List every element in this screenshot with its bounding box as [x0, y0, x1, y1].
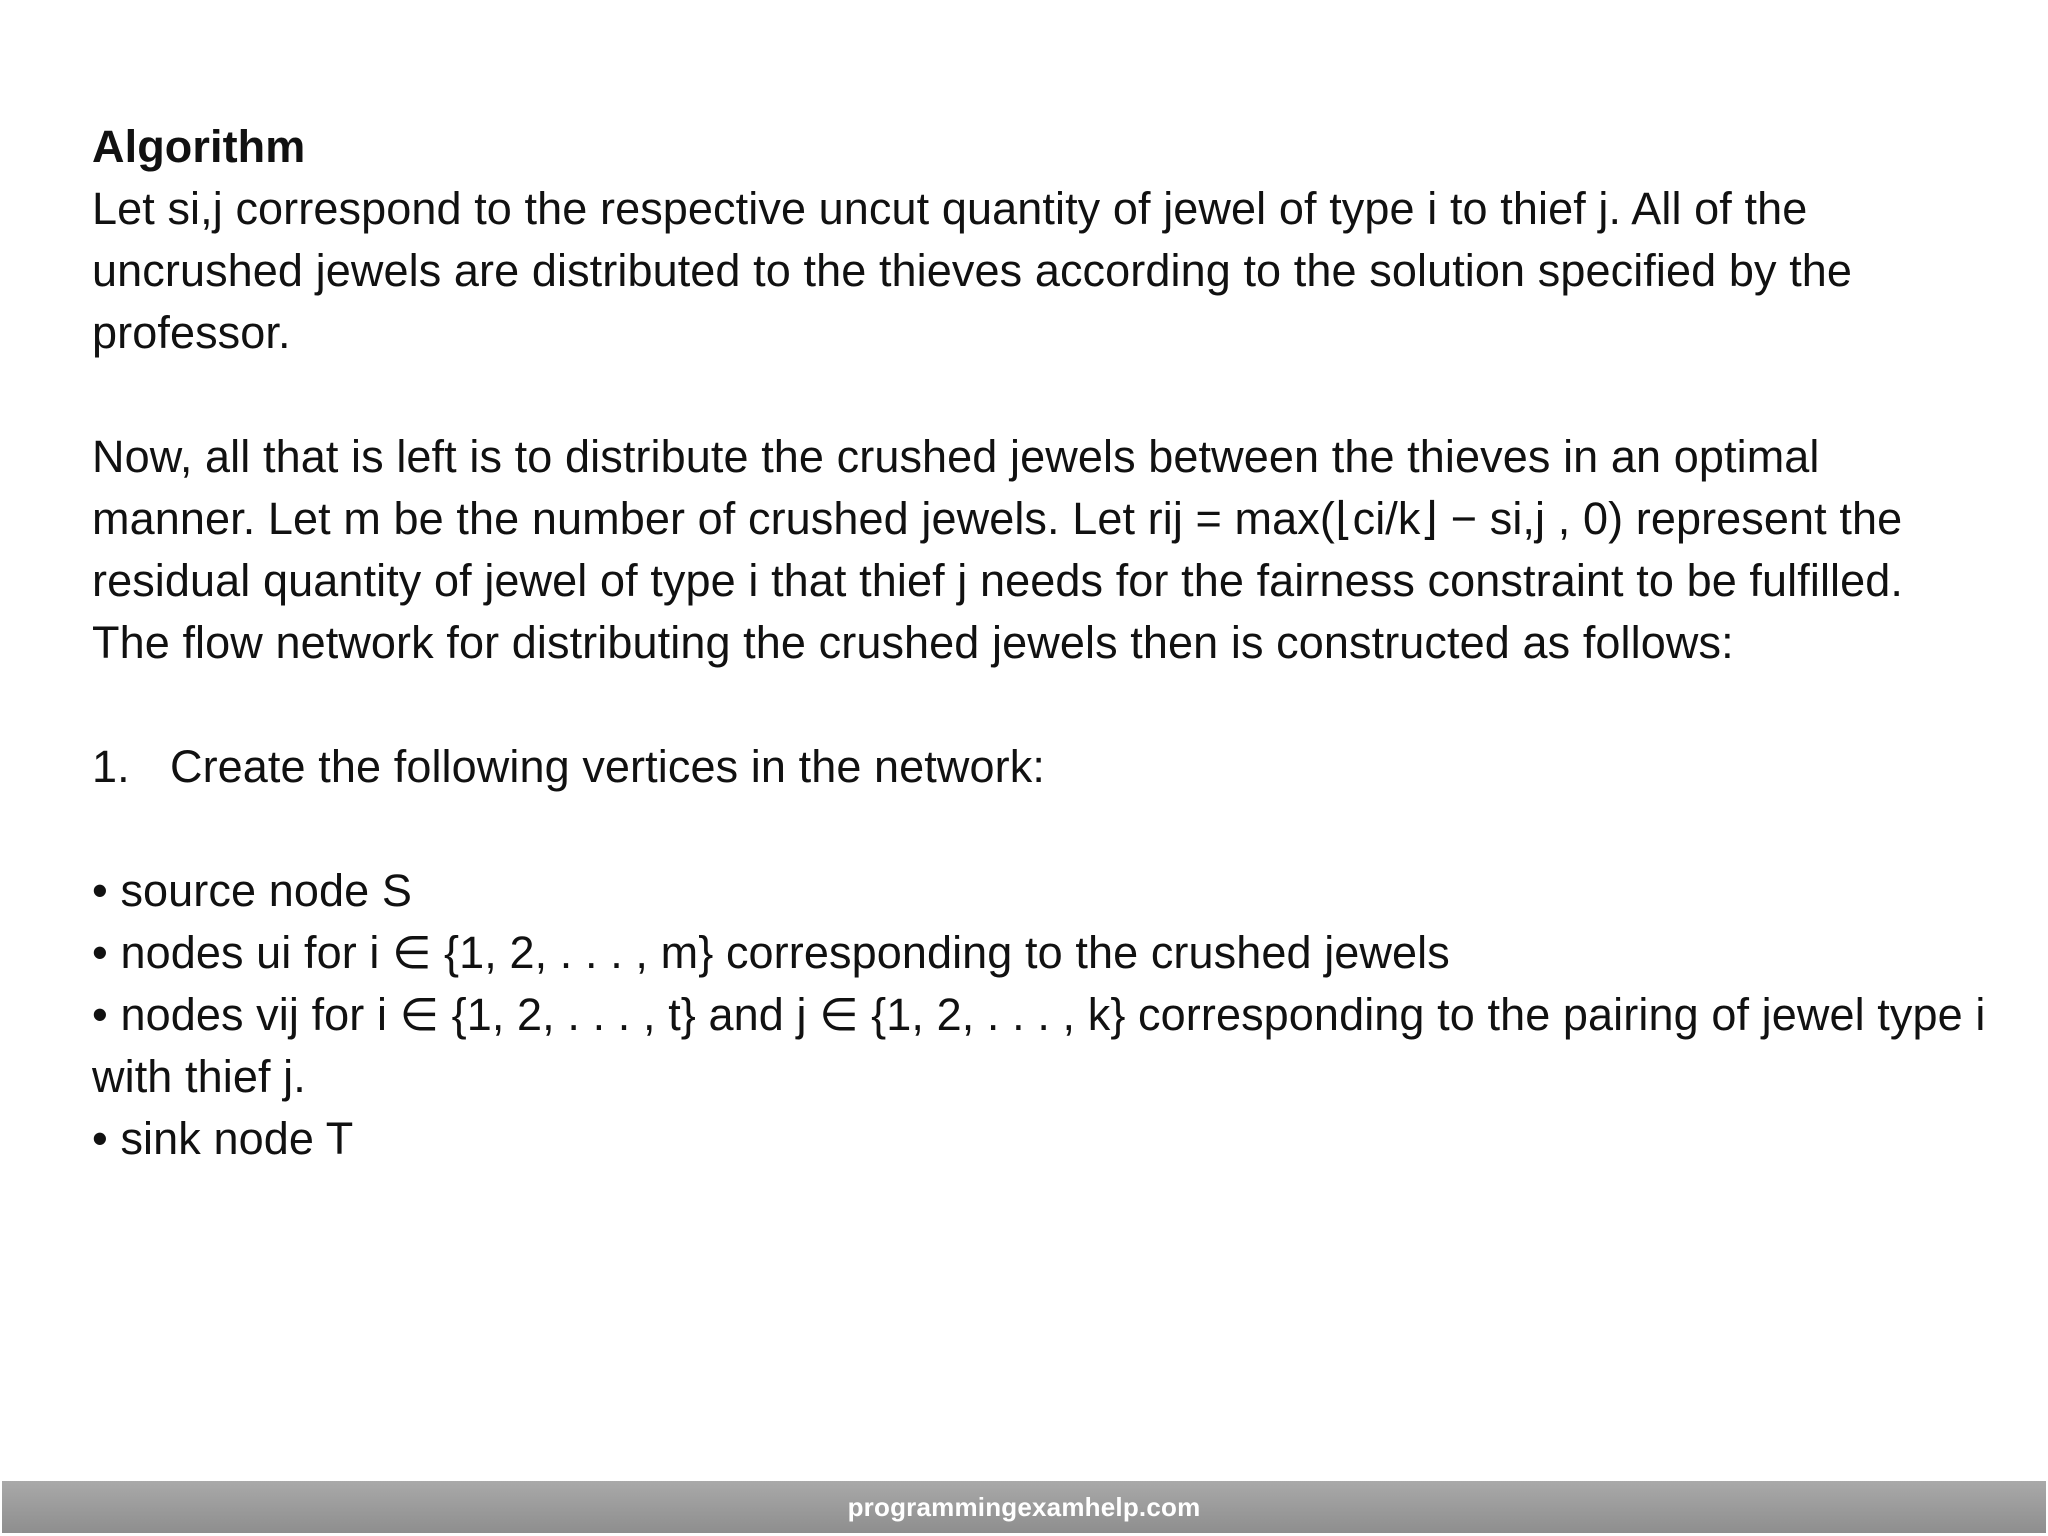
- numbered-item: [92, 736, 1992, 798]
- bullet-item: • nodes vij for i ∈ {1, 2, . . . , t} and j ∈ {1, 2, . . . , k} corresponding to the pairing of jewel type i with thief j.: [92, 989, 1986, 1102]
- heading: Algorithm: [92, 121, 306, 172]
- bullet-item: • sink node T: [92, 1113, 354, 1164]
- spacer: [92, 798, 1992, 860]
- bullet-item: • source node S: [92, 865, 412, 916]
- list-number: 1.: [92, 741, 130, 792]
- spacer: [92, 364, 1992, 426]
- footer-website: programmingexamhelp.com: [847, 1491, 1201, 1522]
- spacer: [92, 674, 1992, 736]
- list-item-text: Create the following vertices in the network:: [170, 741, 1045, 792]
- slide-content: [92, 116, 1992, 1170]
- bullet-item: • nodes ui for i ∈ {1, 2, . . . , m} corresponding to the crushed jewels: [92, 927, 1450, 978]
- paragraph-2: Now, all that is left is to distribute the crushed jewels between the thieves in an optimal manner. Let m be the number of crushed jewels. Let rij = max(⌊ci/k⌋ − si,j , 0) represent the residual quantity of jewel of type i that thief j needs for the fairness constraint to be fulfilled. The flow network for distributing the crushed jewels then is constructed as follows:: [92, 431, 1904, 668]
- paragraph-1: Let si,j correspond to the respective uncut quantity of jewel of type i to thief j. All of the uncrushed jewels are distributed to the thieves according to the solution specified by the professor.: [92, 183, 1853, 358]
- footer-bar: [2, 1481, 2046, 1533]
